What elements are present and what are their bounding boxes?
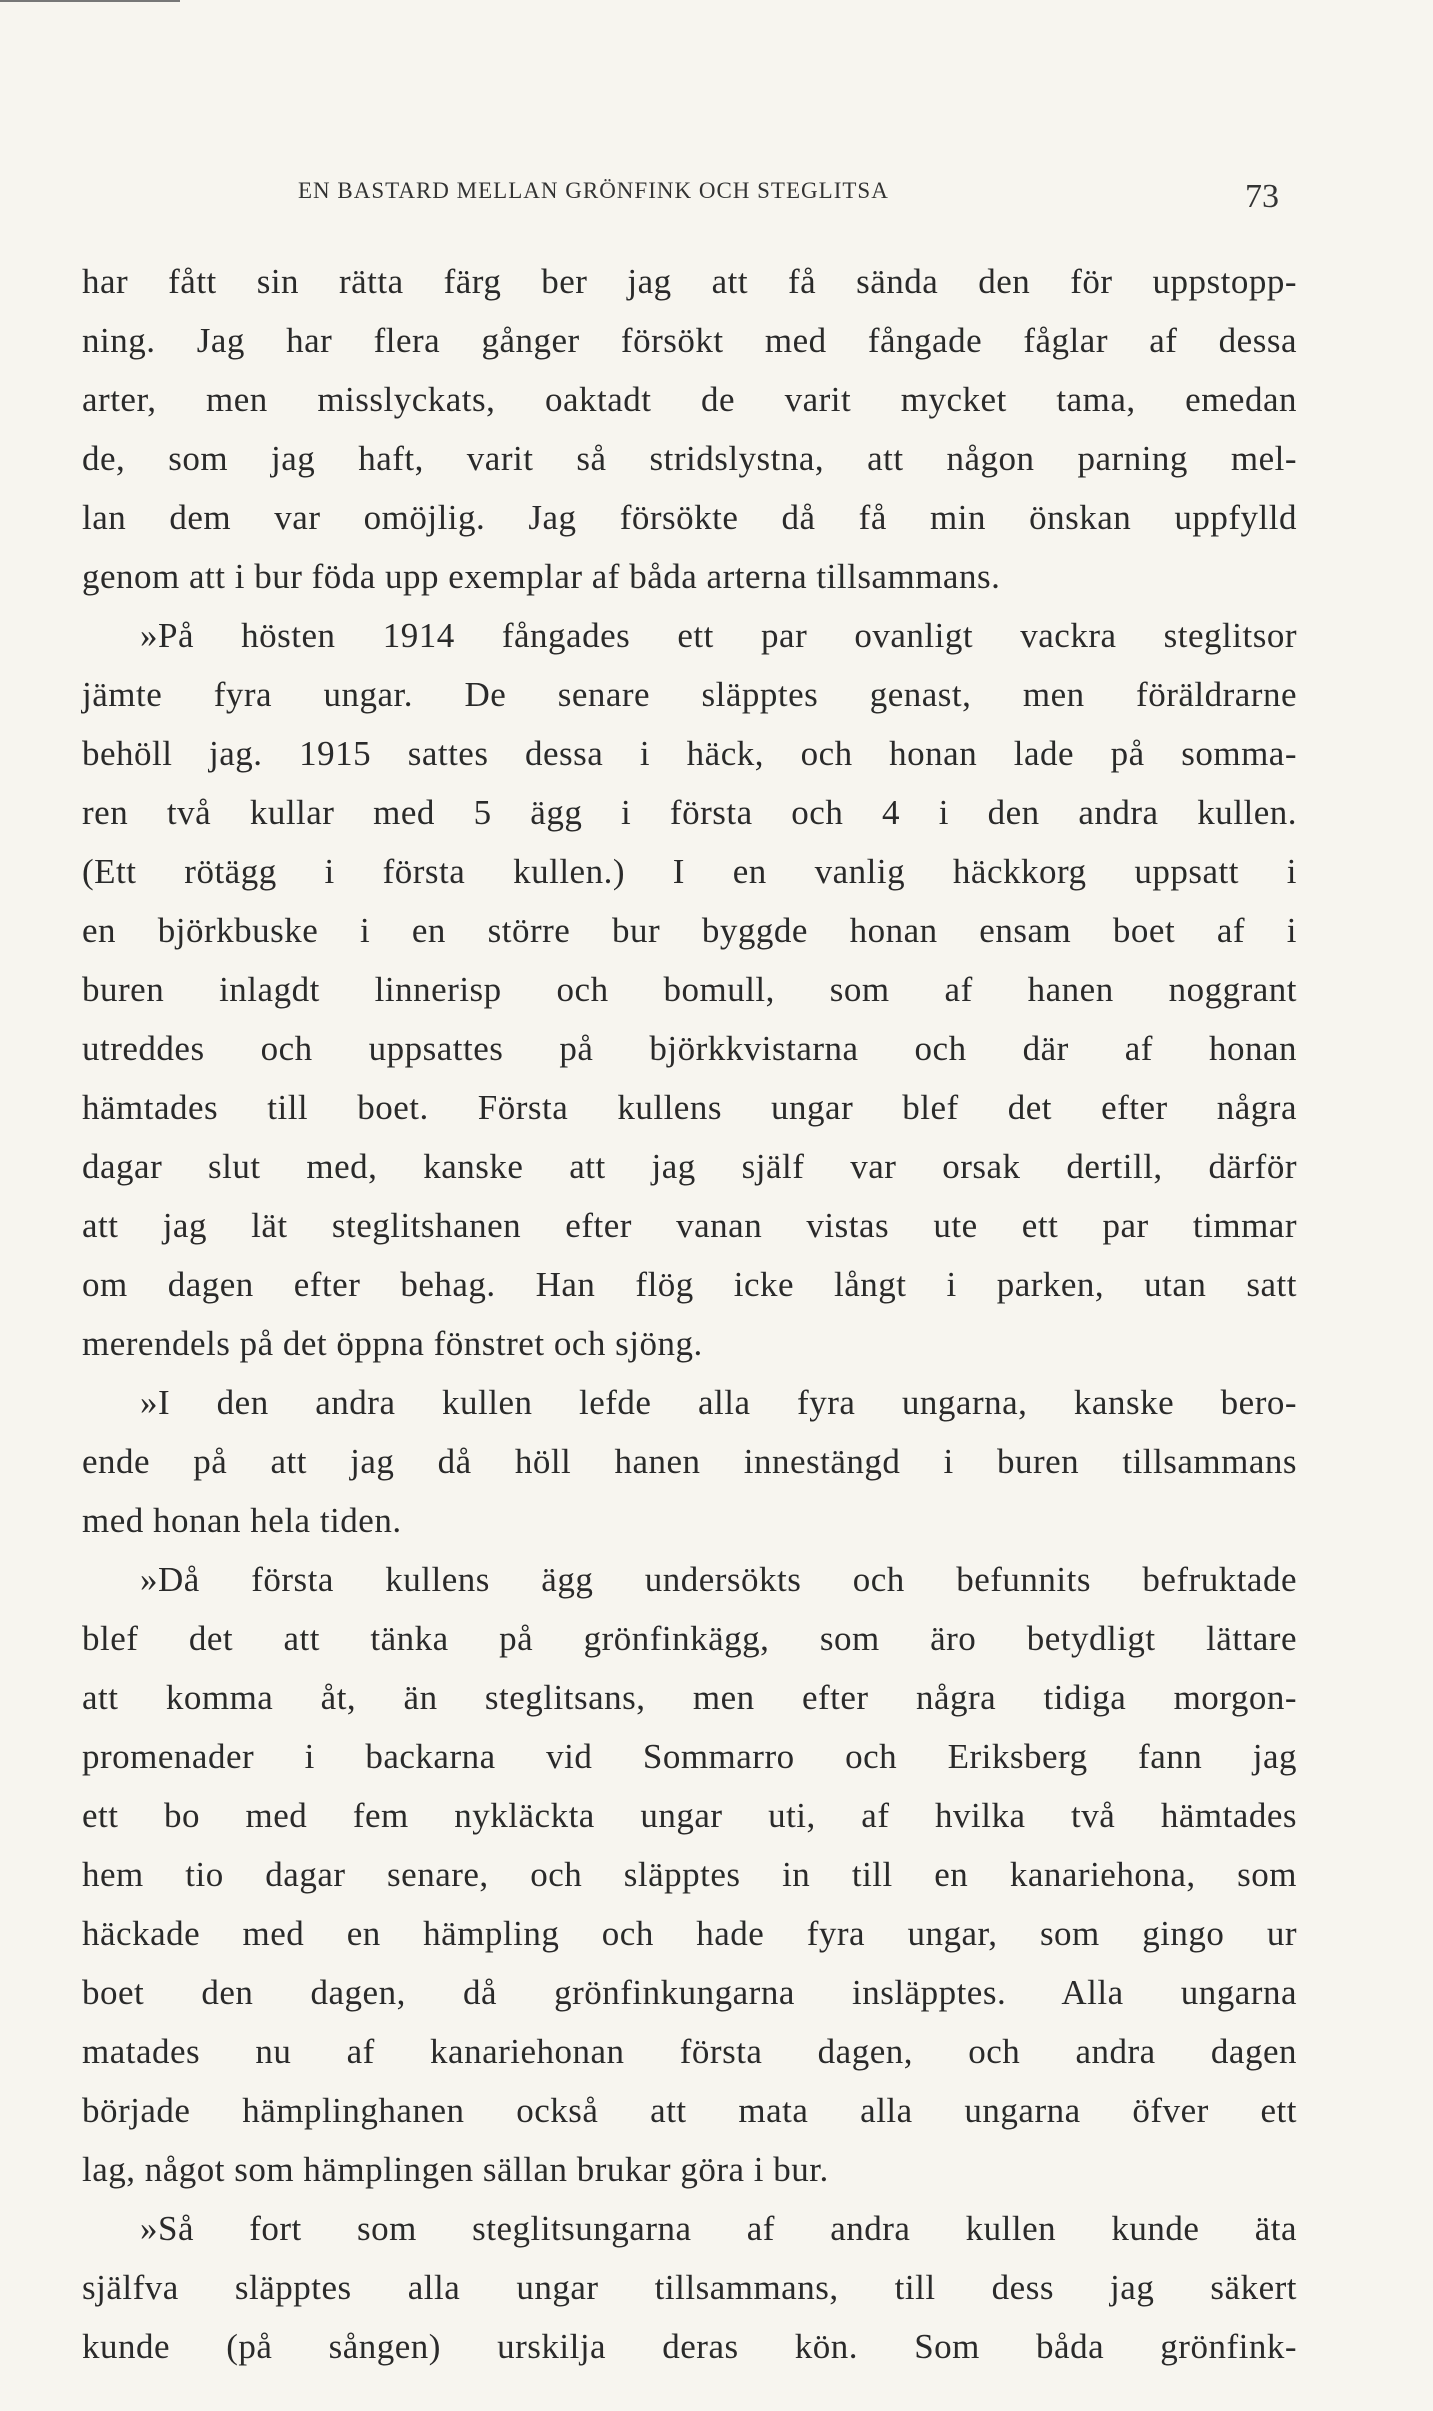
text-line: »Då första kullens ägg undersökts och befunnits befruktade bbox=[140, 1560, 1297, 1599]
paragraph bbox=[82, 1550, 1297, 2199]
text-line: jämte fyra ungar. De senare släpptes genast, men föräldrarne bbox=[82, 675, 1297, 714]
text-line: har fått sin rätta färg ber jag att få sända den för uppstopp- bbox=[82, 262, 1297, 301]
running-title: EN BASTARD MELLAN GRÖNFINK OCH STEGLITSA bbox=[298, 178, 889, 203]
text-line: (Ett rötägg i första kullen.) I en vanlig häckkorg uppsatt i bbox=[82, 852, 1297, 891]
text-line: »I den andra kullen lefde alla fyra ungarna, kanske bero- bbox=[140, 1383, 1297, 1422]
text-line: kunde (på sången) urskilja deras kön. Som båda grönfink- bbox=[82, 2327, 1297, 2366]
text-line: boet den dagen, då grönfinkungarna insläpptes. Alla ungarna bbox=[82, 1973, 1297, 2012]
paragraph bbox=[82, 1373, 1297, 1550]
text-line: genom att i bur föda upp exemplar af båda arterna tillsammans. bbox=[82, 557, 1001, 596]
text-line: ren två kullar med 5 ägg i första och 4 i den andra kullen. bbox=[82, 793, 1297, 832]
body-text bbox=[82, 252, 1297, 2376]
text-line: en björkbuske i en större bur byggde honan ensam boet af i bbox=[82, 911, 1297, 950]
text-line: lan dem var omöjlig. Jag försökte då få min önskan uppfylld bbox=[82, 498, 1297, 537]
text-line: matades nu af kanariehonan första dagen, och andra dagen bbox=[82, 2032, 1297, 2071]
text-line: ning. Jag har flera gånger försökt med fångade fåglar af dessa bbox=[82, 321, 1297, 360]
paragraph bbox=[82, 2199, 1297, 2376]
text-line: »Så fort som steglitsungarna af andra kullen kunde äta bbox=[140, 2209, 1297, 2248]
text-line: promenader i backarna vid Sommarro och Eriksberg fann jag bbox=[82, 1737, 1297, 1776]
text-line: merendels på det öppna fönstret och sjöng. bbox=[82, 1324, 703, 1363]
text-line: dagar slut med, kanske att jag själf var orsak dertill, därför bbox=[82, 1147, 1297, 1186]
text-line: ett bo med fem nykläckta ungar uti, af hvilka två hämtades bbox=[82, 1796, 1297, 1835]
paragraph bbox=[82, 606, 1297, 1373]
text-line: hem tio dagar senare, och släpptes in till en kanariehona, som bbox=[82, 1855, 1297, 1894]
text-line: häckade med en hämpling och hade fyra ungar, som gingo ur bbox=[82, 1914, 1297, 1953]
text-line: buren inlagdt linnerisp och bomull, som af hanen noggrant bbox=[82, 970, 1297, 1009]
text-line: själfva släpptes alla ungar tillsammans, till dess jag säkert bbox=[82, 2268, 1297, 2307]
text-line: »På hösten 1914 fångades ett par ovanligt vackra steglitsor bbox=[140, 616, 1297, 655]
text-line: utreddes och uppsattes på björkkvistarna och där af honan bbox=[82, 1029, 1297, 1068]
text-line: ende på att jag då höll hanen innestängd i buren tillsammans bbox=[82, 1442, 1297, 1481]
text-line: de, som jag haft, varit så stridslystna, att någon parning mel- bbox=[82, 439, 1297, 478]
top-edge-rule bbox=[0, 0, 180, 2]
text-line: hämtades till boet. Första kullens ungar blef det efter några bbox=[82, 1088, 1297, 1127]
text-line: att jag lät steglitshanen efter vanan vistas ute ett par timmar bbox=[82, 1206, 1297, 1245]
text-line: arter, men misslyckats, oaktadt de varit mycket tama, emedan bbox=[82, 380, 1297, 419]
text-line: att komma åt, än steglitsans, men efter några tidiga morgon- bbox=[82, 1678, 1297, 1717]
text-line: om dagen efter behag. Han flög icke långt i parken, utan satt bbox=[82, 1265, 1297, 1304]
paragraph bbox=[82, 252, 1297, 606]
text-line: började hämplinghanen också att mata alla ungarna öfver ett bbox=[82, 2091, 1297, 2130]
text-line: med honan hela tiden. bbox=[82, 1501, 402, 1540]
text-line: blef det att tänka på grönfinkägg, som äro betydligt lättare bbox=[82, 1619, 1297, 1658]
page-number: 73 bbox=[1245, 178, 1279, 215]
text-line: lag, något som hämplingen sällan brukar göra i bur. bbox=[82, 2150, 829, 2189]
text-line: behöll jag. 1915 sattes dessa i häck, och honan lade på somma- bbox=[82, 734, 1297, 773]
